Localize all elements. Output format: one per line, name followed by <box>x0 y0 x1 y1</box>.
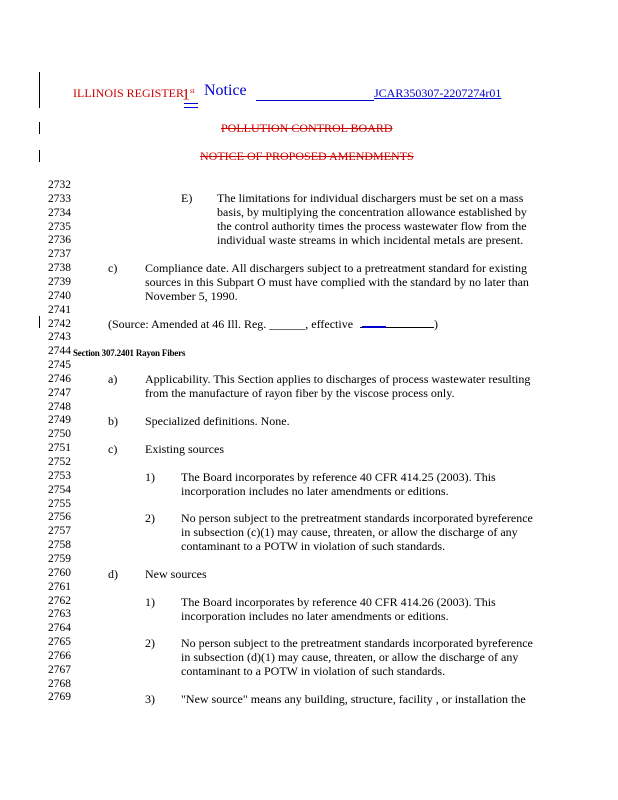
item-a-label: a) <box>108 372 118 386</box>
agency-title: POLLUTION CONTROL BOARD <box>221 121 393 135</box>
source-note <box>108 317 438 331</box>
register-label: ILLINOIS REGISTER <box>73 86 184 100</box>
line-number: 2734 <box>48 206 71 219</box>
item-d1-line-2: incorporation includes no later amendments or editions. <box>181 609 449 623</box>
item-c1-label: 1) <box>145 470 155 484</box>
item-c-existing-text: Existing sources <box>145 442 224 456</box>
item-d2-label: 2) <box>145 636 155 650</box>
item-c2-line-1: No person subject to the pretreatment standards incorporated byreference <box>181 511 533 525</box>
line-number: 2751 <box>48 442 71 455</box>
line-number: 2754 <box>48 483 71 496</box>
line-number: 2740 <box>48 289 71 302</box>
header-blue-rule-1 <box>184 103 198 104</box>
line-number: 2743 <box>48 331 71 344</box>
item-d2-line-1: No person subject to the pretreatment standards incorporated byreference <box>181 636 533 650</box>
line-number: 2732 <box>48 179 71 191</box>
line-number: 2766 <box>48 649 71 662</box>
line-number: 2747 <box>48 386 71 399</box>
line-number: 2737 <box>48 248 71 261</box>
line-number: 2750 <box>48 428 71 441</box>
item-d3-text: "New source" means any building, structure, facility , or installation the <box>181 692 526 706</box>
source-note-suffix: ) <box>434 317 439 331</box>
item-b-label: b) <box>108 414 118 428</box>
doc-id: JCAR350307-2207274r01 <box>374 86 502 100</box>
line-number: 2735 <box>48 220 71 233</box>
line-number: 2765 <box>48 636 71 648</box>
item-c1-line-2: incorporation includes no later amendments or editions. <box>181 484 449 498</box>
line-number: 2757 <box>48 525 71 538</box>
line-number: 2739 <box>48 275 71 288</box>
line-number: 2742 <box>48 317 71 330</box>
line-number: 2746 <box>48 372 71 385</box>
line-number: 2752 <box>48 456 71 468</box>
line-number: 2763 <box>48 608 71 621</box>
item-c2-line-3: contaminant to a POTW in violation of such standards. <box>181 539 446 553</box>
page-number <box>182 82 195 104</box>
item-d3-label: 3) <box>145 692 155 706</box>
notice-underline <box>256 100 374 101</box>
item-c-existing-label: c) <box>108 442 118 456</box>
line-number: 2738 <box>48 262 71 275</box>
item-e-line-1: The limitations for individual dischargers must be set on a mass <box>217 191 524 205</box>
change-bar-header <box>39 72 40 108</box>
header-blue-rule-2 <box>184 107 198 108</box>
item-a-line-1: Applicability. This Section applies to discharges of process wastewater resulting <box>145 372 531 386</box>
line-number: 2761 <box>48 580 71 593</box>
line-number: 2749 <box>48 414 71 427</box>
item-d-label: d) <box>108 567 118 581</box>
line-number: 2764 <box>48 622 71 635</box>
item-e-line-4: individual waste streams in which incidental metals are present. <box>217 233 524 247</box>
item-e-line-3: the control authority times the process wastewater flow from the <box>217 219 527 233</box>
item-a-line-2: from the manufacture of rayon fiber by the viscose process only. <box>145 386 455 400</box>
item-d1-line-1: The Board incorporates by reference 40 CFR 414.26 (2003). This <box>181 595 496 609</box>
source-note-prefix: (Source: Amended at 46 Ill. Reg. ______, effective <box>108 317 354 331</box>
line-number: 2755 <box>48 497 71 510</box>
line-number: 2741 <box>48 303 71 316</box>
line-number: 2756 <box>48 511 71 524</box>
item-c-compliance-line-2: sources in this Subpart O must have complied with the standard by no later than <box>145 275 529 289</box>
item-c2-label: 2) <box>145 511 155 525</box>
item-d1-label: 1) <box>145 595 155 609</box>
item-d2-line-2: in subsection (d)(1) may cause, threaten, or allow the discharge of any <box>181 650 519 664</box>
page-number-value: 1 <box>182 86 190 104</box>
source-effective-blank <box>360 317 434 328</box>
line-number: 2733 <box>48 192 71 205</box>
line-number: 2745 <box>48 359 71 371</box>
line-number: 2768 <box>48 677 71 690</box>
notice-title: NOTICE OF PROPOSED AMENDMENTS <box>200 149 414 163</box>
item-c-compliance-line-1: Compliance date. All dischargers subject to a pretreatment standard for existing <box>145 261 527 275</box>
line-number: 2748 <box>48 400 71 413</box>
page-number-superscript: st <box>190 87 195 95</box>
item-e-label: E) <box>181 191 193 205</box>
line-number: 2744 <box>48 345 71 358</box>
line-number: 2760 <box>48 566 71 579</box>
item-c1-line-1: The Board incorporates by reference 40 CFR 414.25 (2003). This <box>181 470 496 484</box>
change-bar-notice <box>39 150 40 162</box>
item-d2-line-3: contaminant to a POTW in violation of such standards. <box>181 664 446 678</box>
item-c-compliance-line-3: November 5, 1990. <box>145 289 238 303</box>
line-number: 2762 <box>48 594 71 607</box>
line-number: 2759 <box>48 553 71 565</box>
notice-label: Notice <box>204 82 247 99</box>
item-c2-line-2: in subsection (c)(1) may cause, threaten, or allow the discharge of any <box>181 525 518 539</box>
change-bar-agency <box>39 122 40 134</box>
section-heading: Section 307.2401 Rayon Fibers <box>73 348 186 358</box>
line-number: 2769 <box>48 691 71 704</box>
line-number: 2753 <box>48 469 71 482</box>
line-number: 2758 <box>48 539 71 552</box>
item-e-line-2: basis, by multiplying the concentration allowance established by <box>217 205 527 219</box>
source-effective-blue-mark <box>362 326 386 328</box>
change-bar-source <box>39 316 40 328</box>
line-number: 2767 <box>48 663 71 676</box>
item-d-text: New sources <box>145 567 207 581</box>
line-number: 2736 <box>48 234 71 247</box>
item-c-compliance-label: c) <box>108 261 118 275</box>
item-b-text: Specialized definitions. None. <box>145 414 290 428</box>
